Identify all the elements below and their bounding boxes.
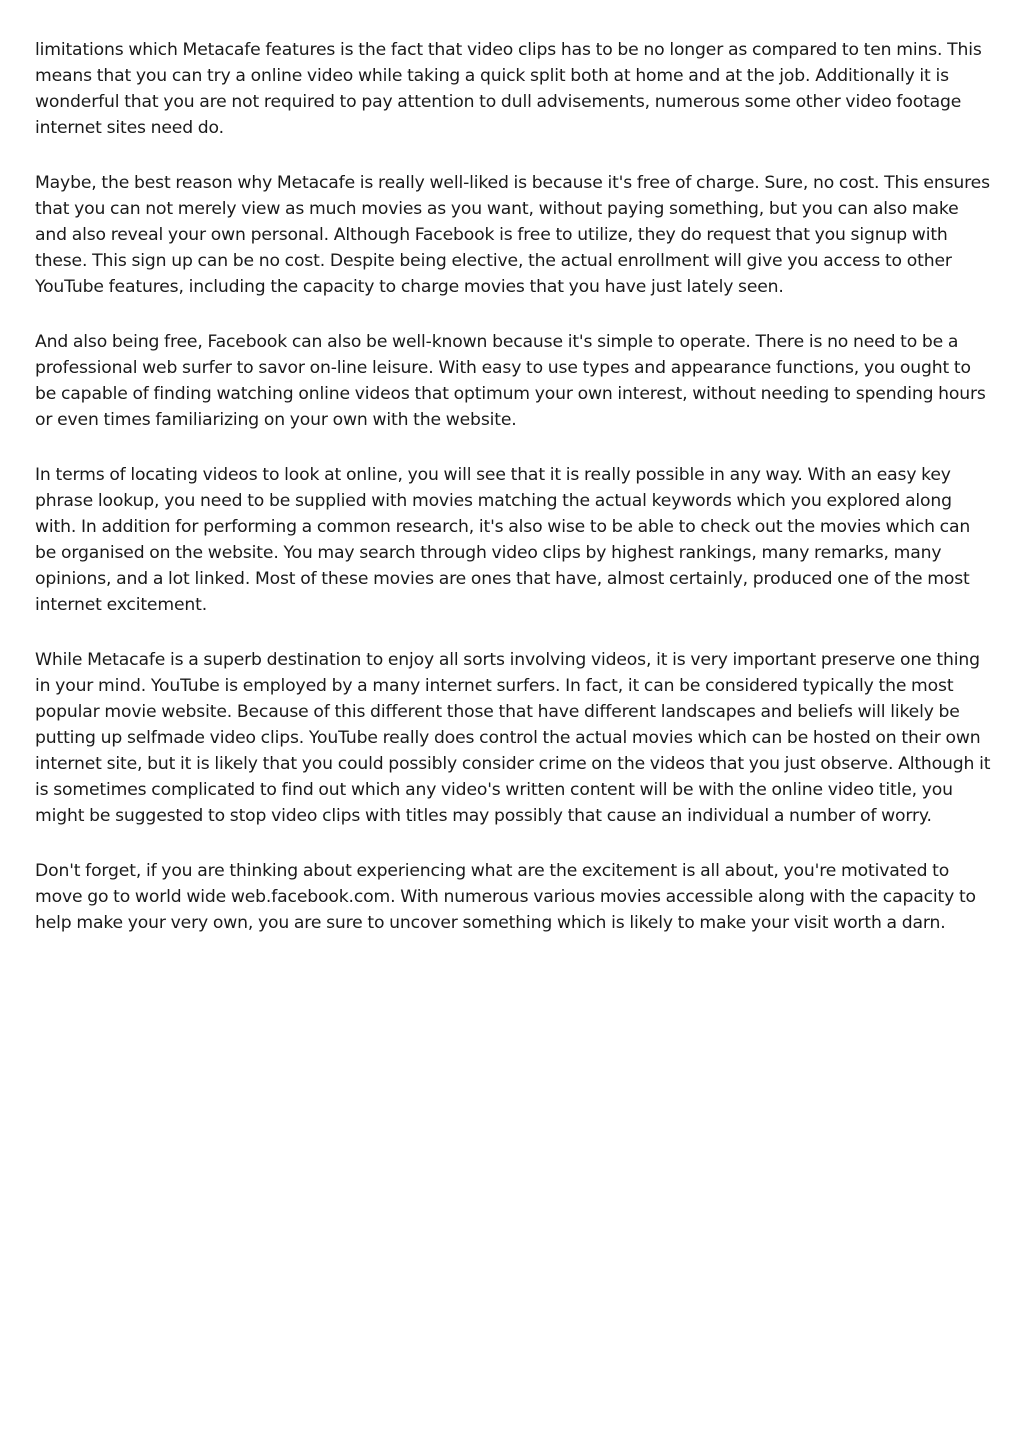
paragraph-4: In terms of locating videos to look at online, you will see that it is really possible in any way. With an easy key phrase lookup, you need to be supplied with movies matching the actual keywords which you explored along with. In addition for performing a common research, it's also wise to be able to check out the movies which can be organised on the website. You may search through video clips by highest rankings, many remarks, many opinions, and a lot linked. Most of these movies are ones that have, almost certainly, produced one of the most internet excitement. (35, 465, 971, 615)
paragraph-6: Don't forget, if you are thinking about experiencing what are the excitement is all about, you're motivated to move go to world wide web.facebook.com. With numerous various movies accessible along with the capacity to help make your very own, you are sure to uncover something which is likely to make your visit worth a darn. (35, 861, 976, 933)
document-body (35, 37, 993, 965)
paragraph-2: Maybe, the best reason why Metacafe is really well-liked is because it's free of charge. Sure, no cost. This ensures that you can not merely view as much movies as you want, without paying something, but you can also make and also reveal your own personal. Although Facebook is free to utilize, they do request that you signup with these. This sign up can be no cost. Despite being elective, the actual enrollment will give you access to other YouTube features, including the capacity to charge movies that you have just lately seen. (35, 173, 990, 297)
paragraph-3: And also being free, Facebook can also be well-known because it's simple to operate. There is no need to be a professional web surfer to savor on-line leisure. With easy to use types and appearance functions, you ought to be capable of finding watching online videos that optimum your own interest, without needing to spending hours or even times familiarizing on your own with the website. (35, 332, 986, 430)
paragraph-5: While Metacafe is a superb destination to enjoy all sorts involving videos, it is very important preserve one thing in your mind. YouTube is employed by a many internet surfers. In fact, it can be considered typically the most popular movie website. Because of this different those that have different landscapes and beliefs will likely be putting up selfmade video clips. YouTube really does control the actual movies which can be hosted on their own internet site, but it is likely that you could possibly consider crime on the videos that you just observe. Although it is sometimes complicated to find out which any video's written content will be with the online video title, you might be suggested to stop video clips with titles may possibly that cause an individual a number of worry. (35, 650, 991, 826)
paragraph-1: limitations which Metacafe features is the fact that video clips has to be no longer as compared to ten mins. This means that you can try a online video while taking a quick split both at home and at the job. Additionally it is wonderful that you are not required to pay attention to dull advisements, numerous some other video footage internet sites need do. (35, 40, 982, 138)
